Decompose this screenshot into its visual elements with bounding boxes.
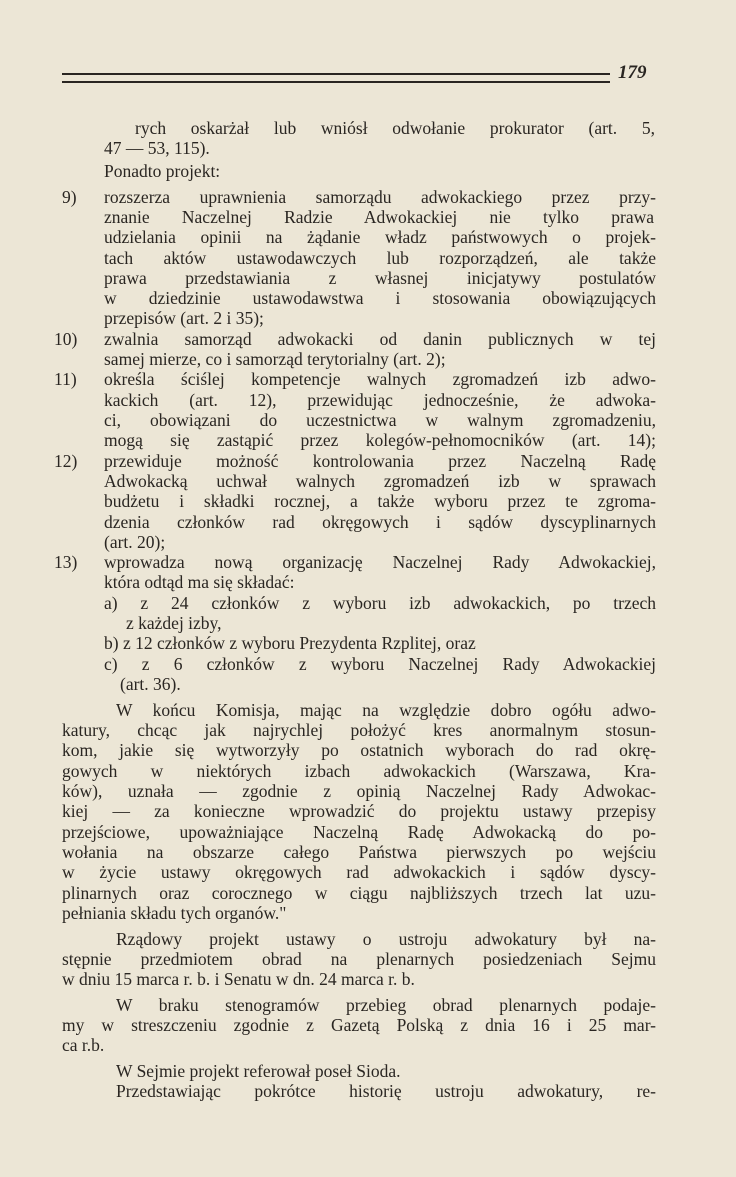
text-line: znanie Naczelnej Radzie Adwokackiej nie tylko prawa (104, 207, 654, 227)
text-line: kom, jakie się wytworzyły po ostatnich wyborach do rad okrę- (62, 740, 656, 760)
item-number: 9) (62, 187, 77, 207)
text-line: gowych w niektórych izbach adwokackich (Warszawa, Kra- (62, 761, 656, 781)
text-line: b) z 12 członków z wyboru Prezydenta Rzplitej, oraz (104, 633, 476, 653)
text-line: w dziedzinie ustawodawstwa i stosowania obowiązujących (104, 288, 656, 308)
text-line: dzenia członków rad okręgowych i sądów dyscyplinarnych (104, 512, 656, 532)
item-number: 12) (54, 451, 78, 471)
item-number: 13) (54, 552, 78, 572)
text-line: pełniania składu tych organów." (62, 903, 287, 923)
text-line: rych oskarżał lub wniósł odwołanie prokurator (art. 5, (135, 118, 655, 138)
text-line: W końcu Komisja, mając na względzie dobro ogółu adwo- (116, 700, 656, 720)
text-line: katury, chcąc jak najrychlej położyć kres anormalnym stosun- (62, 720, 656, 740)
text-line: określa ściślej kompetencje walnych zgromadzeń izb adwo- (104, 369, 656, 389)
text-line: a) z 24 członków z wyboru izb adwokackich, po trzech (104, 593, 656, 613)
text-line: stępnie przedmiotem obrad na plenarnych posiedzeniach Sejmu (62, 949, 656, 969)
text-line: 47 — 53, 115). (104, 138, 210, 158)
text-line: wprowadza nową organizację Naczelnej Rady Adwokackiej, (104, 552, 656, 572)
text-line: ków), uznała — zgodnie z opinią Naczelnej Rady Adwokac- (62, 781, 656, 801)
text-line: z każdej izby, (126, 613, 222, 633)
text-line: Adwokacką uchwał walnych zgromadzeń izb w sprawach (104, 471, 656, 491)
text-line: zwalnia samorząd adwokacki od danin publicznych w tej (104, 329, 656, 349)
text-line: tach aktów ustawodawczych lub rozporządzeń, ale także (104, 248, 656, 268)
page-number: 179 (618, 62, 647, 83)
text-line: prawa przedstawiania z własnej inicjatywy postulatów (104, 268, 656, 288)
header-rule-bottom (62, 81, 610, 83)
text-line: budżetu i składki rocznej, a także wyboru przez te zgroma- (104, 491, 656, 511)
text-line: Rządowy projekt ustawy o ustroju adwokatury był na- (116, 929, 656, 949)
text-line: W Sejmie projekt referował poseł Sioda. (116, 1061, 401, 1081)
text-line: udzielania opinii na żądanie władz państwowych o projek- (104, 227, 656, 247)
text-line: mogą się zastąpić przez kolegów-pełnomocników (art. 14); (104, 430, 656, 450)
text-line: (art. 20); (104, 532, 166, 552)
text-line: która odtąd ma się składać: (104, 572, 295, 592)
text-line: rozszerza uprawnienia samorządu adwokackiego przez przy- (104, 187, 656, 207)
text-line: my w streszczeniu zgodnie z Gazetą Polską z dnia 16 i 25 mar- (62, 1015, 656, 1035)
header-rule-top (62, 73, 610, 75)
text-line: kiej — za konieczne wprowadzić do projektu ustawy przepisy (62, 801, 656, 821)
item-number: 11) (54, 369, 77, 389)
text-line: ca r.b. (62, 1035, 105, 1055)
text-line: przejściowe, upoważniające Naczelną Radę Adwokacką do po- (62, 822, 656, 842)
text-line: w dniu 15 marca r. b. i Senatu w dn. 24 marca r. b. (62, 969, 415, 989)
text-line: kackich (art. 12), przewidując jednocześnie, że adwoka- (104, 390, 656, 410)
text-line: przepisów (art. 2 i 35); (104, 308, 264, 328)
item-number: 10) (54, 329, 78, 349)
text-line: wołania na obszarze całego Państwa pierwszych po wejściu (62, 842, 656, 862)
text-line: przewiduje możność kontrolowania przez Naczelną Radę (104, 451, 656, 471)
text-line: W braku stenogramów przebieg obrad plenarnych podaje- (116, 995, 656, 1015)
text-line: w życie ustawy okręgowych rad adwokackich i sądów dyscy- (62, 862, 656, 882)
text-line: Ponadto projekt: (104, 161, 221, 181)
text-line: (art. 36). (120, 674, 181, 694)
text-line: samej mierze, co i samorząd terytorialny (art. 2); (104, 349, 446, 369)
text-line: plinarnych oraz corocznego w ciągu najbliższych trzech lat uzu- (62, 883, 656, 903)
text-line: ci, obowiązani do uczestnictwa w walnym zgromadzeniu, (104, 410, 656, 430)
text-line: Przedstawiając pokrótce historię ustroju adwokatury, re- (116, 1081, 656, 1101)
text-line: c) z 6 członków z wyboru Naczelnej Rady Adwokackiej (104, 654, 656, 674)
